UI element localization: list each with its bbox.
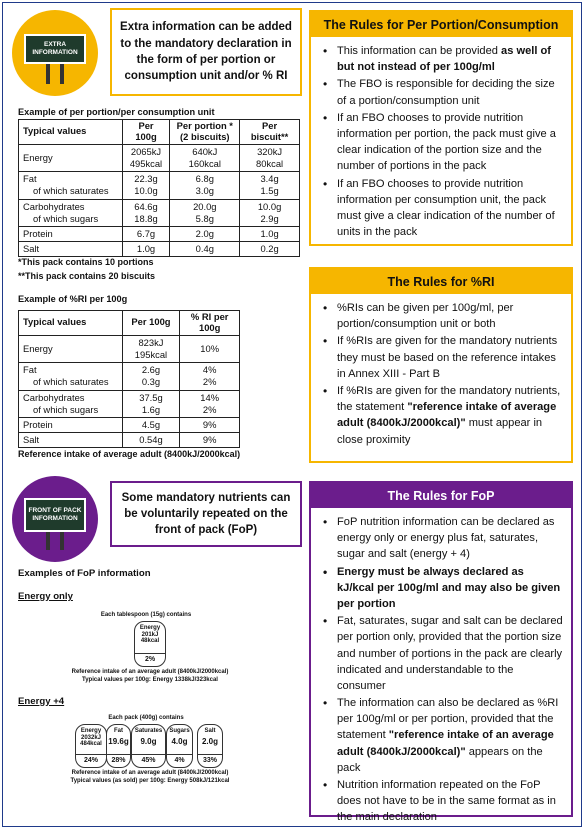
energy-plus-label: Energy +4	[18, 696, 65, 707]
table-row	[19, 363, 240, 390]
note-biscuits: **This pack contains 20 biscuits	[18, 270, 156, 281]
col-header: Per biscuit**	[240, 120, 300, 145]
rule-item: • If %RIs are given for the mandatory nutrients they must be based on the reference intakes in Annex XIII - Part B	[319, 333, 563, 382]
table-row	[19, 417, 240, 432]
ref-intake-note: Reference intake of average adult (8400kJ/2000kcal)	[18, 449, 241, 459]
rule-item: • If an FBO chooses to provide nutrition information per portion, the pack must give a clear indication of the portion size and the number of portions in the pack	[319, 110, 563, 175]
per-portion-table	[18, 119, 300, 257]
fop-pill-salt: Salt 2.0g 33%	[197, 724, 223, 768]
rule-item: • This information can be provided as well of but not instead of per 100g/ml	[319, 43, 563, 75]
cell: 3.4g 1.5g	[240, 172, 300, 199]
fop-pill-fat: Fat 19.6g 28%	[106, 724, 131, 768]
fop-examples-title: Examples of FoP information	[18, 568, 151, 579]
cell: 37.5g 1.6g	[122, 390, 180, 417]
energy-only-ref: Reference intake of an average adult (8400kJ/2000kcal) Typical values per 100g: Energy 1338kJ/323kcal	[71, 669, 229, 683]
ri-table	[18, 310, 240, 448]
row-label: Protein	[19, 417, 123, 432]
energy-plus-caption: Each pack (400g) contains	[108, 715, 184, 721]
energy-only-label: Energy only	[18, 591, 73, 602]
col-header: Per portion * (2 biscuits)	[170, 120, 240, 145]
cell: 20.0g 5.8g	[170, 199, 240, 226]
cell: 1.0g	[122, 242, 170, 257]
cell: 10%	[180, 335, 240, 362]
cell: 64.6g 18.8g	[122, 199, 170, 226]
table-row	[19, 433, 240, 448]
fop-pill-saturates: Saturates 9.0g 45%	[131, 724, 166, 768]
rule-item: • If %RIs are given for the mandatory nutrients, the statement "reference intake of average adult (8400kJ/2000kcal)" must appear in close proximity	[319, 383, 563, 448]
rules-fop-title: The Rules for FoP	[311, 483, 571, 508]
cell: 4% 2%	[180, 363, 240, 390]
cell: 4.5g	[122, 417, 180, 432]
col-header: Typical values	[19, 120, 123, 145]
row-label: Salt	[19, 433, 123, 448]
cell: 640kJ 160kcal	[170, 144, 240, 171]
table-row	[19, 242, 300, 257]
rule-item: • The information can also be declared as %RI per 100g/ml or per portion, provided that the statement "reference intake of an average adult (8400kJ/2000kcal)" appears on the pack	[319, 695, 563, 776]
cell: 0.54g	[122, 433, 180, 448]
rules-fop-box	[309, 481, 573, 824]
cell: 0.2g	[240, 242, 300, 257]
rule-item: • FoP nutrition information can be declared as energy only or energy plus fat, saturates, sugar and salt (energy + 4)	[319, 514, 563, 563]
rule-item: • If an FBO chooses to provide nutrition information per consumption unit, the pack must give a clear indication of the number of units in the pack	[319, 176, 563, 241]
cell: 9%	[180, 417, 240, 432]
row-label: Carbohydrates of which sugars	[19, 390, 123, 417]
sign-post-right	[60, 530, 64, 550]
rules-portion-title: The Rules for Per Portion/Consumption	[311, 12, 571, 37]
fop-pill-energy: Energy 2032kJ 484kcal 24%	[75, 724, 107, 768]
cell: 2.6g 0.3g	[122, 363, 180, 390]
row-label: Salt	[19, 242, 123, 257]
col-header: Per 100g	[122, 311, 180, 336]
rule-item: • Nutrition information repeated on the FoP does not have to be in the same format as in the main declaration	[319, 777, 563, 826]
row-label: Protein	[19, 226, 123, 241]
cell: 2.0g	[170, 226, 240, 241]
rules-ri-box	[309, 267, 573, 463]
extra-info-sign: EXTRA INFORMATION	[24, 34, 86, 64]
table-row	[19, 172, 300, 199]
energy-only-pill: Energy 201kJ 48kcal 2%	[134, 621, 166, 667]
extra-info-callout: Extra information can be added to the mandatory declaration in the form of per portion or consumption unit and/or % RI	[110, 8, 302, 96]
cell: 6.7g	[122, 226, 170, 241]
rule-item: • Energy must be always declared as kJ/kcal per 100g/ml and may also be given per portion	[319, 564, 563, 613]
cell: 2065kJ 495kcal	[122, 144, 170, 171]
col-header: Typical values	[19, 311, 123, 336]
col-header: Per 100g	[122, 120, 170, 145]
cell: 22.3g 10.0g	[122, 172, 170, 199]
rules-ri-title: The Rules for %RI	[311, 269, 571, 294]
energy-only-caption: Each tablespoon (15g) contains	[100, 612, 192, 618]
rule-item: • The FBO is responsible for deciding the size of a portion/consumption unit	[319, 76, 563, 108]
cell: 9%	[180, 433, 240, 448]
rules-portion-box	[309, 10, 573, 246]
col-header: % RI per 100g	[180, 311, 240, 336]
table-row	[19, 226, 300, 241]
sign-post-right	[60, 62, 64, 84]
rule-item: • Fat, saturates, sugar and salt can be declared per portion only, provided that the portion size and number of portions in the pack are clearly indicated and understandable to the consumer	[319, 613, 563, 694]
table-row	[19, 199, 300, 226]
table-row	[19, 390, 240, 417]
rule-item: • %RIs can be given per 100g/ml, per portion/consumption unit or both	[319, 300, 563, 332]
portion-notes	[18, 256, 155, 284]
row-label: Fat of which saturates	[19, 363, 123, 390]
row-label: Energy	[19, 144, 123, 171]
cell: 0.4g	[170, 242, 240, 257]
table-row	[19, 144, 300, 171]
cell: 6.8g 3.0g	[170, 172, 240, 199]
energy-plus-ref: Reference intake of an average adult (8400kJ/2000kcal) Typical values (as sold) per 100g: Energy 508kJ/121kcal	[70, 770, 230, 784]
fop-pill-sugars: Sugars 4.0g 4%	[166, 724, 193, 768]
sign-post-left	[46, 530, 50, 550]
row-label: Fat of which saturates	[19, 172, 123, 199]
cell: 823kJ 195kcal	[122, 335, 180, 362]
table1-title: Example of per portion/per consumption unit	[18, 107, 215, 117]
cell: 10.0g 2.9g	[240, 199, 300, 226]
fop-callout: Some mandatory nutrients can be voluntarily repeated on the front of pack (FoP)	[110, 481, 302, 547]
extra-info-badge	[12, 10, 98, 96]
table-row	[19, 335, 240, 362]
sign-post-left	[46, 62, 50, 84]
cell: 320kJ 80kcal	[240, 144, 300, 171]
cell: 1.0g	[240, 226, 300, 241]
row-label: Energy	[19, 335, 123, 362]
fop-badge	[12, 476, 98, 562]
cell: 14% 2%	[180, 390, 240, 417]
fop-sign: FRONT OF PACK INFORMATION	[24, 498, 86, 532]
row-label: Carbohydrates of which sugars	[19, 199, 123, 226]
note-portions: *This pack contains 10 portions	[18, 257, 154, 267]
table2-title: Example of %RI per 100g	[18, 294, 128, 304]
